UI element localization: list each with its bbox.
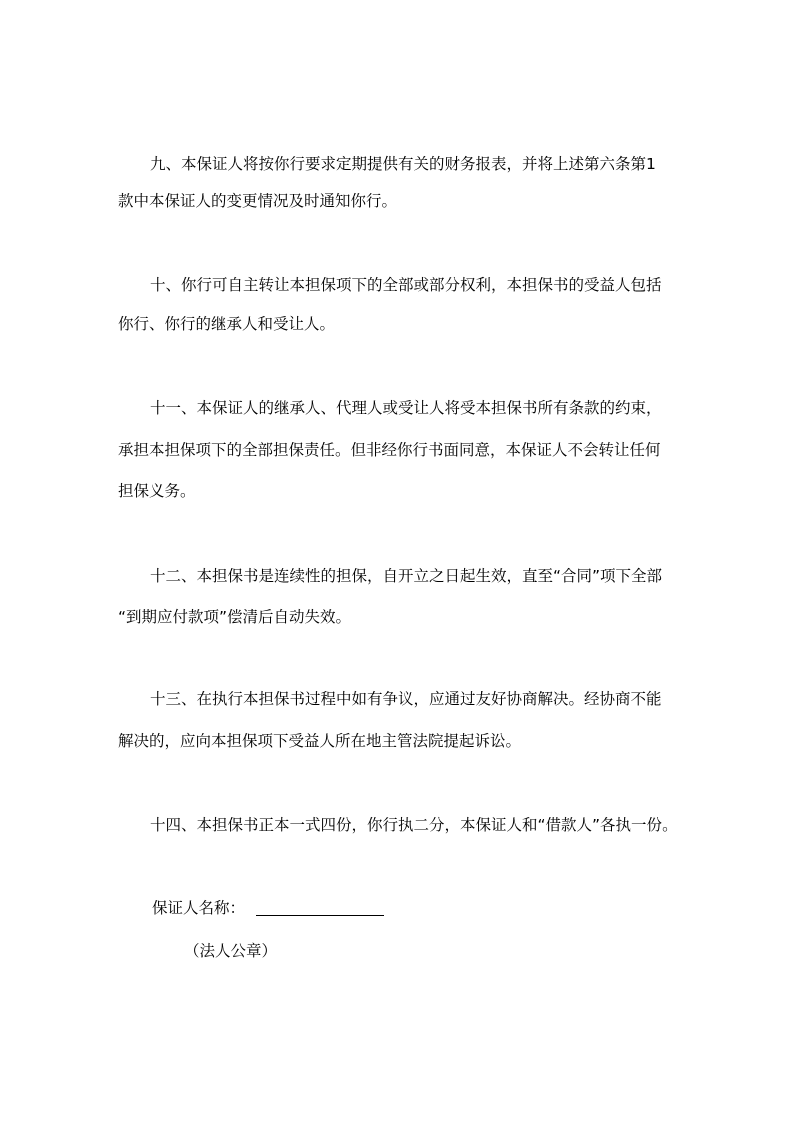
guarantor-name-label: 保证人名称： — [152, 899, 246, 917]
clause-13-line-1: 十三、在执行本担保书过程中如有争议，应通过友好协商解决。经协商不能 — [150, 690, 662, 708]
clause-14-line-1: 十四、本担保书正本一式四份，你行执二分，本保证人和“借款人”各执一份。 — [150, 816, 678, 834]
corporate-seal-note: （法人公章） — [184, 942, 278, 960]
clause-11-line-1: 十一、本保证人的继承人、代理人或受让人将受本担保书所有条款的约束， — [150, 399, 662, 417]
clause-11-line-3: 担保义务。 — [118, 482, 196, 500]
clause-12-line-2: “到期应付款项”偿清后自动失效。 — [118, 608, 352, 626]
guarantor-name-blank-line[interactable] — [256, 915, 384, 916]
clause-9-line-2: 款中本保证人的变更情况及时通知你行。 — [118, 192, 398, 210]
clause-11-line-2: 承担本担保项下的全部担保责任。但非经你行书面同意，本保证人不会转让任何 — [118, 441, 661, 459]
clause-9-line-1: 九、本保证人将按你行要求定期提供有关的财务报表，并将上述第六条第1 — [150, 155, 656, 173]
clause-12-line-1: 十二、本担保书是连续性的担保，自开立之日起生效，直至“合同”项下全部 — [150, 567, 663, 585]
clause-10-line-1: 十、你行可自主转让本担保项下的全部或部分权利，本担保书的受益人包括 — [150, 276, 662, 294]
clause-13-line-2: 解决的，应向本担保项下受益人所在地主管法院提起诉讼。 — [118, 732, 522, 750]
clause-10-line-2: 你行、你行的继承人和受让人。 — [118, 315, 336, 333]
